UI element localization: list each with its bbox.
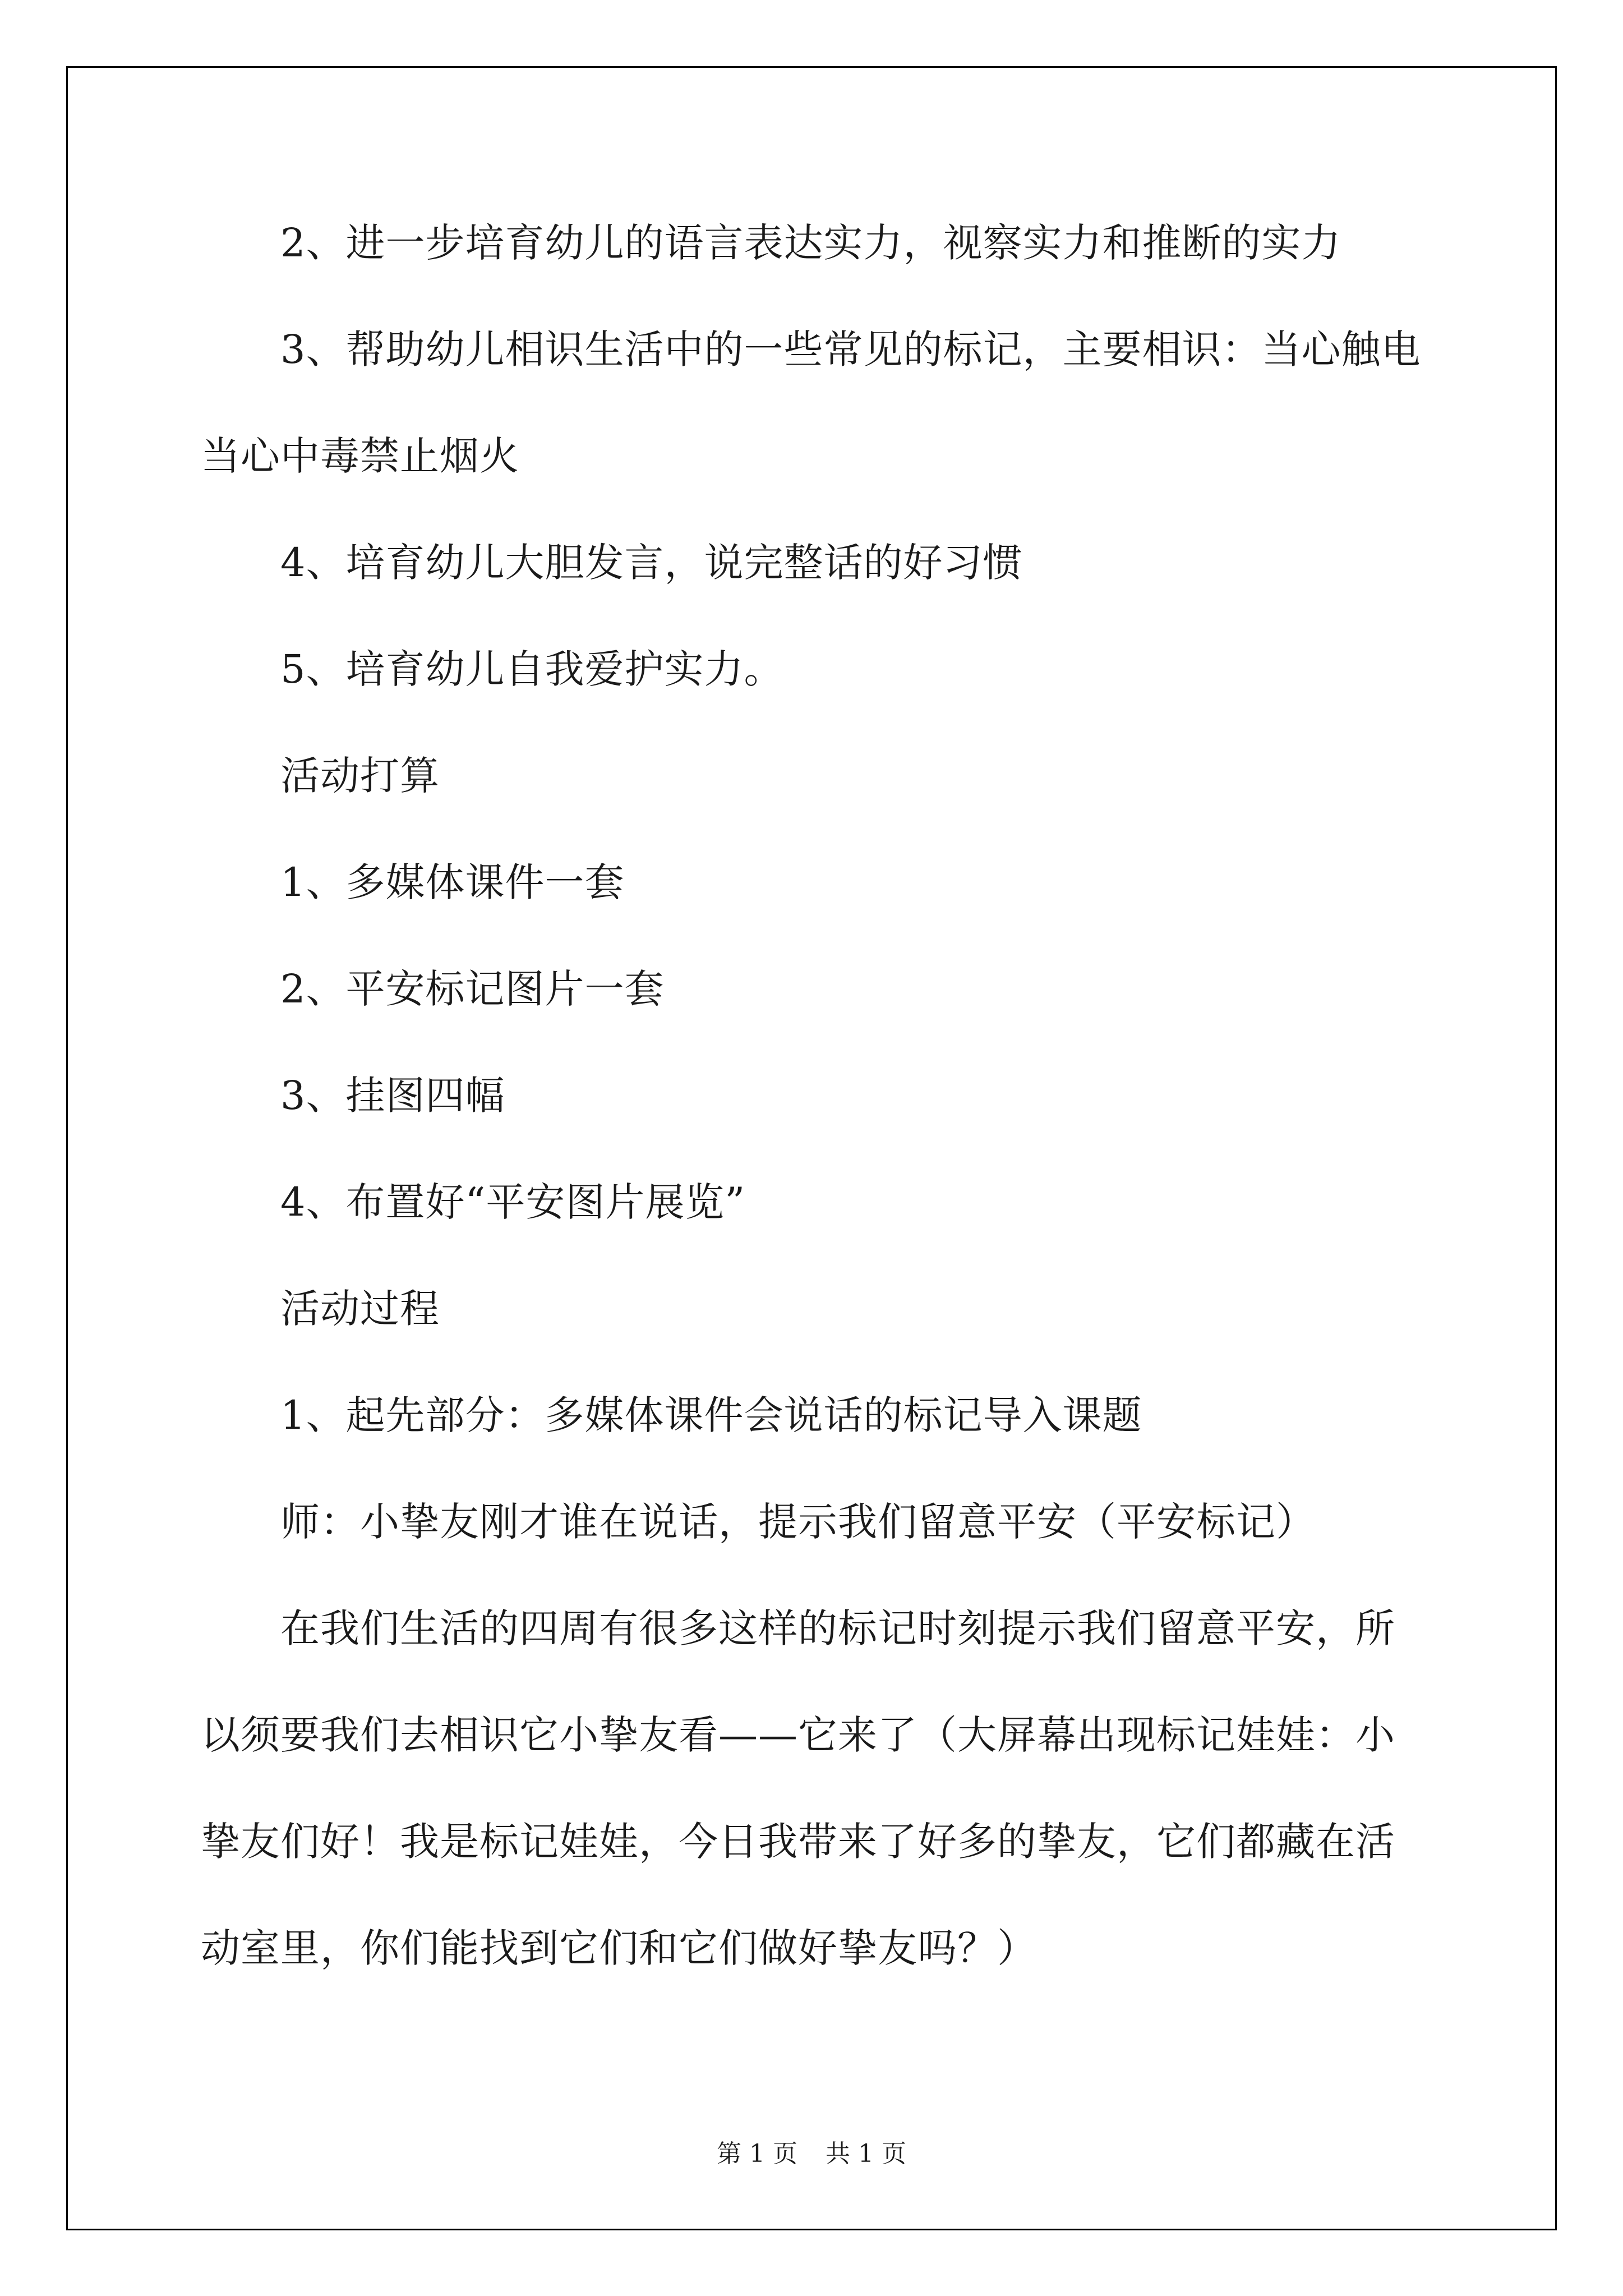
page-border <box>66 66 1557 2230</box>
paragraph-line: 当心中毒禁止烟火 <box>201 433 519 479</box>
paragraph-line: 师：小挚友刚才谁在说话，提示我们留意平安（平安标记） <box>280 1499 1316 1545</box>
paragraph-line: 2、进一步培育幼儿的语言表达实力，视察实力和推断的实力 <box>280 220 1341 266</box>
paragraph-line: 3、帮助幼儿相识生活中的一些常见的标记，主要相识：当心触电 <box>280 326 1421 372</box>
paragraph-line: 4、布置好“平安图片展览” <box>280 1179 746 1225</box>
paragraph-line: 3、挂图四幅 <box>280 1073 505 1119</box>
paragraph-line: 2、平安标记图片一套 <box>280 966 665 1012</box>
paragraph-line: 挚友们好！我是标记娃娃，今日我带来了好多的挚友，它们都藏在活 <box>201 1819 1395 1865</box>
paragraph-line: 5、培育幼儿自我爱护实力。 <box>280 646 784 692</box>
paragraph-line: 1、起先部分：多媒体课件会说话的标记导入课题 <box>280 1392 1142 1438</box>
paragraph-line: 4、培育幼儿大胆发言，说完整话的好习惯 <box>280 540 1023 586</box>
paragraph-line: 在我们生活的四周有很多这样的标记时刻提示我们留意平安，所 <box>280 1605 1395 1651</box>
paragraph-line: 动室里，你们能找到它们和它们做好挚友吗？） <box>201 1925 1037 1971</box>
page-number: 第 1 页 <box>717 2139 797 2168</box>
paragraph-line: 以须要我们去相识它小挚友看——它来了（大屏幕出现标记娃娃：小 <box>201 1712 1395 1758</box>
section-heading: 活动打算 <box>280 753 440 799</box>
page-total: 共 1 页 <box>826 2139 906 2168</box>
page-footer <box>0 2137 1623 2171</box>
section-heading: 活动过程 <box>280 1286 440 1332</box>
paragraph-line: 1、多媒体课件一套 <box>280 859 625 905</box>
